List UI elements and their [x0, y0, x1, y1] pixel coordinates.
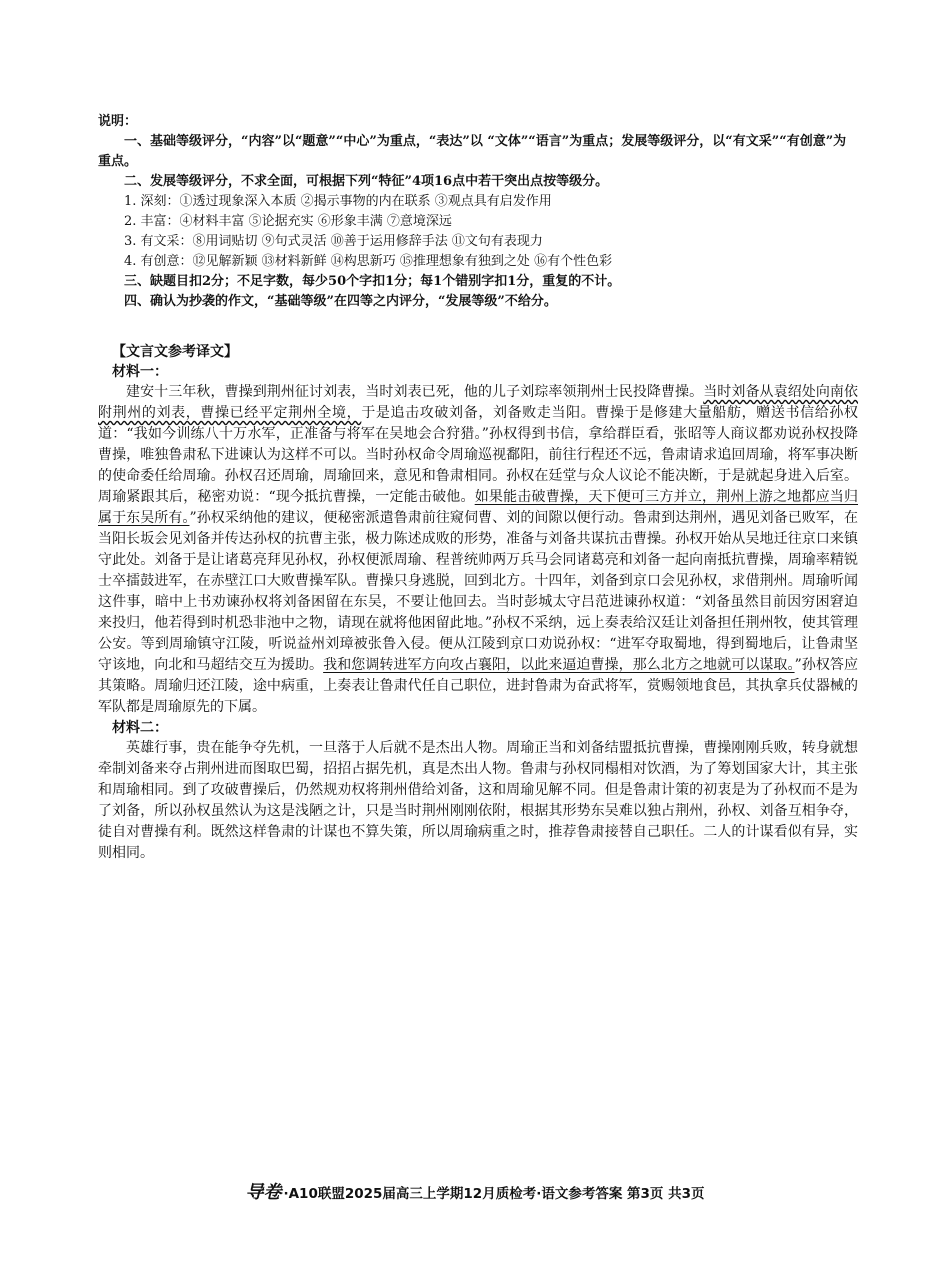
footer-text: ·A10联盟2025届高三上学期12月质检考·语文参考答案 第3页 共3页	[283, 1186, 705, 1202]
m1-seg-g: ”孙权答应其策略。周瑜归还江陵，途中病重，上奏表让鲁肃代任自己职位，进封鲁肃为奋武将军，赏赐领地食邑，其执拿兵仗器械的军队都是周瑜原先的下属。	[98, 657, 859, 715]
translation-section	[98, 342, 858, 864]
m1-underlined-seg-d: 如果能击破曹操，天下便可三方并立，荆州上游之地都应当归属于东吴所有。	[98, 489, 859, 526]
m1-underlined-seg-b: 当时刘备从袁绍处向南依附荆州的刘表，曹操已经平定荆州全境，	[98, 384, 859, 421]
notes-line-1: 一、基础等级评分，“内容”以“题意”“中心”为重点，“表达”以 “文体”“语言”为重点；发展等级评分，以“有文采”“有创意”为重点。	[98, 134, 847, 169]
material-1-text	[98, 382, 858, 718]
feature-item: 2. 丰富：④材料丰富 ⑤论据充实 ⑥形象丰满 ⑦意境深远	[124, 214, 452, 229]
translation-title: 【文言文参考译文】	[112, 344, 238, 360]
feature-item: 4. 有创意：⑫见解新颖 ⑬材料新鲜 ⑭构思新巧 ⑮推理想象有独到之处 ⑯有个性色彩	[124, 254, 613, 269]
feature-item: 3. 有文采：⑧用词贴切 ⑨句式灵活 ⑩善于运用修辞手法 ⑪文句有表现力	[124, 234, 543, 249]
material-2-text: 英雄行事，贵在能争夺先机，一旦落于人后就不是杰出人物。周瑜正当和刘备结盟抵抗曹操，曹操刚刚兵败，转身就想牵制刘备来夺占荆州进而图取巴蜀，招招占据先机，真是杰出人物。鲁肃与孙权同榻相对饮酒，为了筹划国家大计，其主张和周瑜相同。到了攻破曹操后，仍然规劝权将荆州借给刘备，这和周瑜见解不同。但是鲁肃计策的初衷是为了孙权而不是为了刘备，所以孙权虽然认为这是浅陋之计，只是当时荆州刚刚依附，根据其形势东吴难以独占荆州，孙权、刘备互相争夺，徒自对曹操有利。既然这样鲁肃的计谋也不算失策，所以周瑜病重之时，推荐鲁肃接替自己职任。二人的计谋看似有异，实则相同。	[98, 740, 858, 861]
notes-line-2: 二、发展等级评分，不求全面，可根据下列“特征”4项16点中若干突出点按等级分。	[124, 174, 609, 189]
material-2-title: 材料二：	[112, 720, 168, 736]
m1-seg-a: 建安十三年秋，曹操到荆州征讨刘表，当时刘表已死，他的儿子刘琮率领荆州士民投降曹操。	[126, 384, 704, 400]
feature-item: 1. 深刻：①透过现象深入本质 ②揭示事物的内在联系 ③观点具有启发作用	[124, 194, 552, 209]
page-footer	[0, 1178, 950, 1204]
scoring-notes	[98, 112, 858, 312]
m1-underlined-seg-f: 我和您调转进军方向攻占襄阳，以此来逼迫曹操，那么北方之地就可以谋取。	[323, 657, 795, 673]
notes-line-4: 四、确认为抄袭的作文，“基础等级”在四等之内评分，“发展等级”不给分。	[124, 294, 557, 309]
material-1-title: 材料一：	[112, 364, 168, 380]
m1-seg-c: 于是追击攻破刘备，刘备败走当阳。曹操于是修建大量船舫，赠送书信给孙权道：“我如今训练八十万水军，正准备与将军在吴地会合狩猎。”孙权得到书信，拿给群臣看，张昭等人商议都劝说孙权投降曹操，唯独鲁肃私下进谏认为这样不可以。当时孙权命令周瑜巡视鄱阳，前往行程还不远，鲁肃请求追回周瑜，将军事决断的使命委任给周瑜。孙权召还周瑜，周瑜回来，意见和鲁肃相同。孙权在廷堂与众人议论不能决断，于是就起身进入后室。周瑜紧跟其后，秘密劝说：“现今抵抗曹操，一定能击破他。	[98, 405, 859, 505]
answer-page	[98, 112, 858, 864]
notes-title: 说明：	[98, 114, 138, 129]
brand-logo: 导卷	[245, 1182, 282, 1203]
m1-seg-e: ”孙权采纳他的建议，便秘密派遣鲁肃前往窥伺曹、刘的间隙以便行动。鲁肃到达荆州，遇见刘备已败军，在当阳长坂会见刘备并传达孙权的抗曹主张，极力陈述成败的形势，准备与刘备共谋抗击曹操。孙权开始从吴地迁往京口来镇守此处。刘备于是让诸葛亮拜见孙权，孙权便派周瑜、程普统帅两万兵马会同诸葛亮和刘备一起向南抵抗曹操，周瑜率精锐士卒擂鼓进军，在赤壁江口大败曹操军队。曹操只身逃脱，回到北方。十四年，刘备到京口会见孙权，求借荆州。周瑜听闻这件事，暗中上书劝谏孙权将刘备困留在东吴，不要让他回去。当时彭城太守吕范进谏孙权道：“刘备虽然目前因穷困窘迫来投归，他若得到时机恐非池中之物，请现在就将他困留此地。”孙权不采纳，远上奏表给汉廷让刘备担任荆州牧，使其管理公安。等到周瑜镇守江陵，听说益州刘璋被张鲁入侵。便从江陵到京口劝说孙权：“进军夺取蜀地，得到蜀地后，让鲁肃坚守该地，向北和马超结交互为援助。	[98, 510, 858, 673]
notes-line-3: 三、缺题目扣2分；不足字数，每少50个字扣1分；每1个错别字扣1分，重复的不计。	[124, 274, 621, 289]
